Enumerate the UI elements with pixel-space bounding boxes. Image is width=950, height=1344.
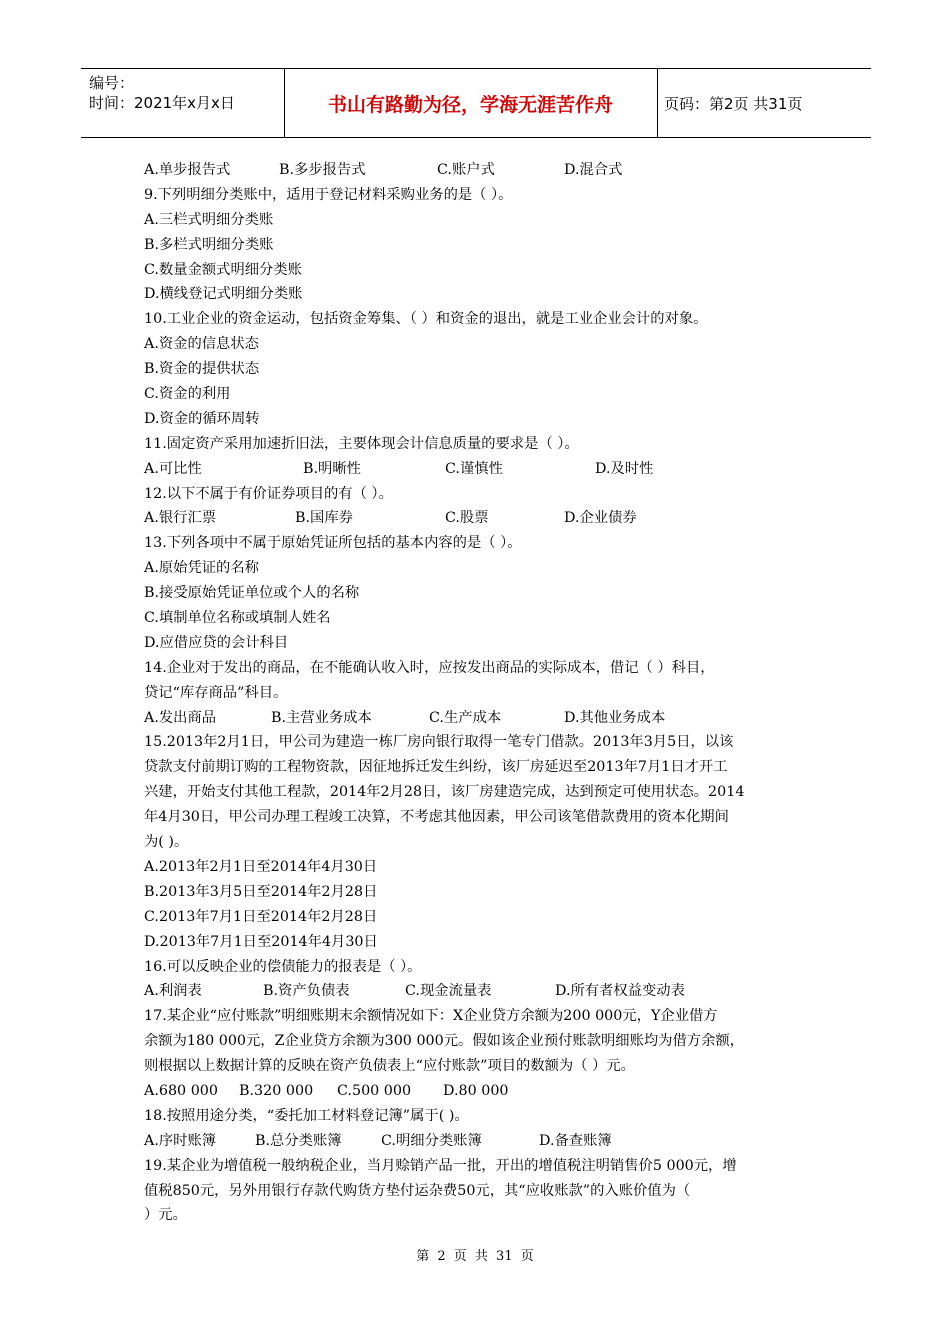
page-header (81, 68, 871, 138)
number-label: 编号： (89, 74, 135, 92)
options-row (144, 457, 809, 482)
option-line: B.2013年3月5日至2014年2月28日 (144, 883, 378, 900)
question-15-cont: 兴建，开始支付其他工程款，2014年2月28日，该厂房建造完成，达到预定可使用状态。2014 (144, 784, 745, 801)
question-15: 15.2013年2月1日，甲公司为建造一栋厂房向银行取得一笔专门借款。2013年3月5日，以该 (144, 734, 734, 751)
question-17-cont: 余额为180 000元，Z企业贷方余额为300 000元。假如该企业预付账款明细账均为借方余额， (144, 1033, 744, 1050)
option-d: D.企业债券 (564, 510, 637, 527)
question-12: 12.以下不属于有价证券项目的有（ ）。 (144, 485, 393, 502)
question-14: 14.企业对于发出的商品，在不能确认收入时，应按发出商品的实际成本，借记（ ）科目， (144, 659, 715, 676)
option-line: B.多栏式明细分类账 (144, 236, 274, 253)
option-b: B.总分类账簿 (255, 1132, 342, 1149)
option-a: A.可比性 (144, 460, 202, 477)
option-d: D.80 000 (443, 1082, 509, 1099)
question-13: 13.下列各项中不属于原始凭证所包括的基本内容的是（ ）。 (144, 535, 522, 552)
option-b: B.多步报告式 (279, 162, 366, 178)
question-15-cont: 贷款支付前期订购的工程物资款，因征地拆迁发生纠纷，该厂房延迟至2013年7月1日才开工 (144, 759, 728, 776)
option-line: A.三栏式明细分类账 (144, 211, 274, 228)
option-line: C.填制单位名称或填制人姓名 (144, 610, 331, 627)
header-page-label: 页码：第2页 共31页 (664, 94, 803, 113)
option-c: C.现金流量表 (405, 983, 492, 1000)
option-a: A.680 000 (144, 1082, 218, 1099)
option-c: C.生产成本 (429, 709, 502, 726)
option-line: D.应借应贷的会计科目 (144, 634, 289, 651)
option-d: D.备查账簿 (539, 1132, 612, 1149)
option-d: D.其他业务成本 (564, 709, 666, 726)
question-list (144, 158, 809, 1228)
option-line: D.资金的循环周转 (144, 410, 260, 427)
options-row (144, 1079, 809, 1104)
question-15-cont: 年4月30日，甲公司办理工程竣工决算，不考虑其他因素，甲公司该笔借款费用的资本化期间 (144, 809, 729, 826)
option-a: A.序时账簿 (144, 1132, 217, 1149)
option-line: C.2013年7月1日至2014年2月28日 (144, 908, 378, 925)
option-line: C.资金的利用 (144, 386, 231, 403)
option-c: C.账户式 (437, 162, 495, 178)
option-line: D.2013年7月1日至2014年4月30日 (144, 933, 378, 950)
options-row (144, 158, 809, 183)
question-19-cont: 值税850元，另外用银行存款代购货方垫付运杂费50元，其“应收账款”的入账价值为（ (144, 1182, 691, 1199)
option-c: C.500 000 (337, 1082, 412, 1099)
option-c: C.明细分类账簿 (381, 1132, 482, 1149)
options-row (144, 979, 809, 1004)
option-b: B.明晰性 (303, 460, 361, 477)
options-row (144, 1129, 809, 1154)
question-17-cont: 则根据以上数据计算的反映在资产负债表上“应付账款”项目的数额为（ ）元。 (144, 1058, 635, 1075)
date-label: 时间：2021年x月x日 (89, 94, 235, 112)
option-d: D.及时性 (595, 460, 654, 477)
option-line: B.接受原始凭证单位或个人的名称 (144, 585, 360, 602)
options-row (144, 706, 809, 731)
header-motto: 书山有路勤为径，学海无涯苦作舟 (327, 93, 613, 116)
option-b: B.320 000 (239, 1082, 314, 1099)
option-d: D.所有者权益变动表 (555, 983, 685, 1000)
option-a: A.银行汇票 (144, 510, 217, 527)
option-b: B.国库券 (295, 510, 353, 527)
options-row (144, 506, 809, 531)
header-meta (89, 73, 235, 113)
question-11: 11.固定资产采用加速折旧法，主要体现会计信息质量的要求是（ ）。 (144, 435, 579, 452)
question-15-cont: 为( )。 (144, 834, 189, 851)
option-line: A.原始凭证的名称 (144, 560, 259, 577)
page-footer: 第 2 页 共 31 页 (416, 1249, 534, 1264)
question-17: 17.某企业“应付账款”明细账期末余额情况如下：X企业贷方余额为200 000元，Y企业借方 (144, 1008, 718, 1025)
option-d: D.混合式 (564, 162, 623, 178)
option-c: C.股票 (445, 510, 489, 527)
option-b: B.主营业务成本 (271, 709, 372, 726)
option-line: C.数量金额式明细分类账 (144, 261, 302, 278)
header-divider-right (657, 69, 658, 137)
question-10: 10.工业企业的资金运动，包括资金筹集、（ ）和资金的退出，就是工业企业会计的对象。 (144, 311, 708, 328)
question-14-cont: 贷记“库存商品”科目。 (144, 684, 288, 701)
option-c: C.谨慎性 (445, 460, 503, 477)
option-line: A.资金的信息状态 (144, 336, 259, 353)
question-19-cont: ）元。 (144, 1207, 187, 1224)
option-b: B.资产负债表 (263, 983, 350, 1000)
option-line: B.资金的提供状态 (144, 361, 260, 378)
option-line: A.2013年2月1日至2014年4月30日 (144, 858, 378, 875)
question-16: 16.可以反映企业的偿债能力的报表是（ ）。 (144, 958, 422, 975)
option-a: A.单步报告式 (144, 162, 231, 178)
question-19: 19.某企业为增值税一般纳税企业，当月赊销产品一批，开出的增值税注明销售价5 000元，增 (144, 1157, 737, 1174)
option-a: A.发出商品 (144, 709, 217, 726)
option-line: D.横线登记式明细分类账 (144, 286, 303, 303)
question-18: 18.按照用途分类，“委托加工材料登记簿”属于( )。 (144, 1107, 469, 1124)
option-a: A.利润表 (144, 983, 202, 1000)
question-9: 9.下列明细分类账中，适用于登记材料采购业务的是（ ）。 (144, 186, 513, 203)
